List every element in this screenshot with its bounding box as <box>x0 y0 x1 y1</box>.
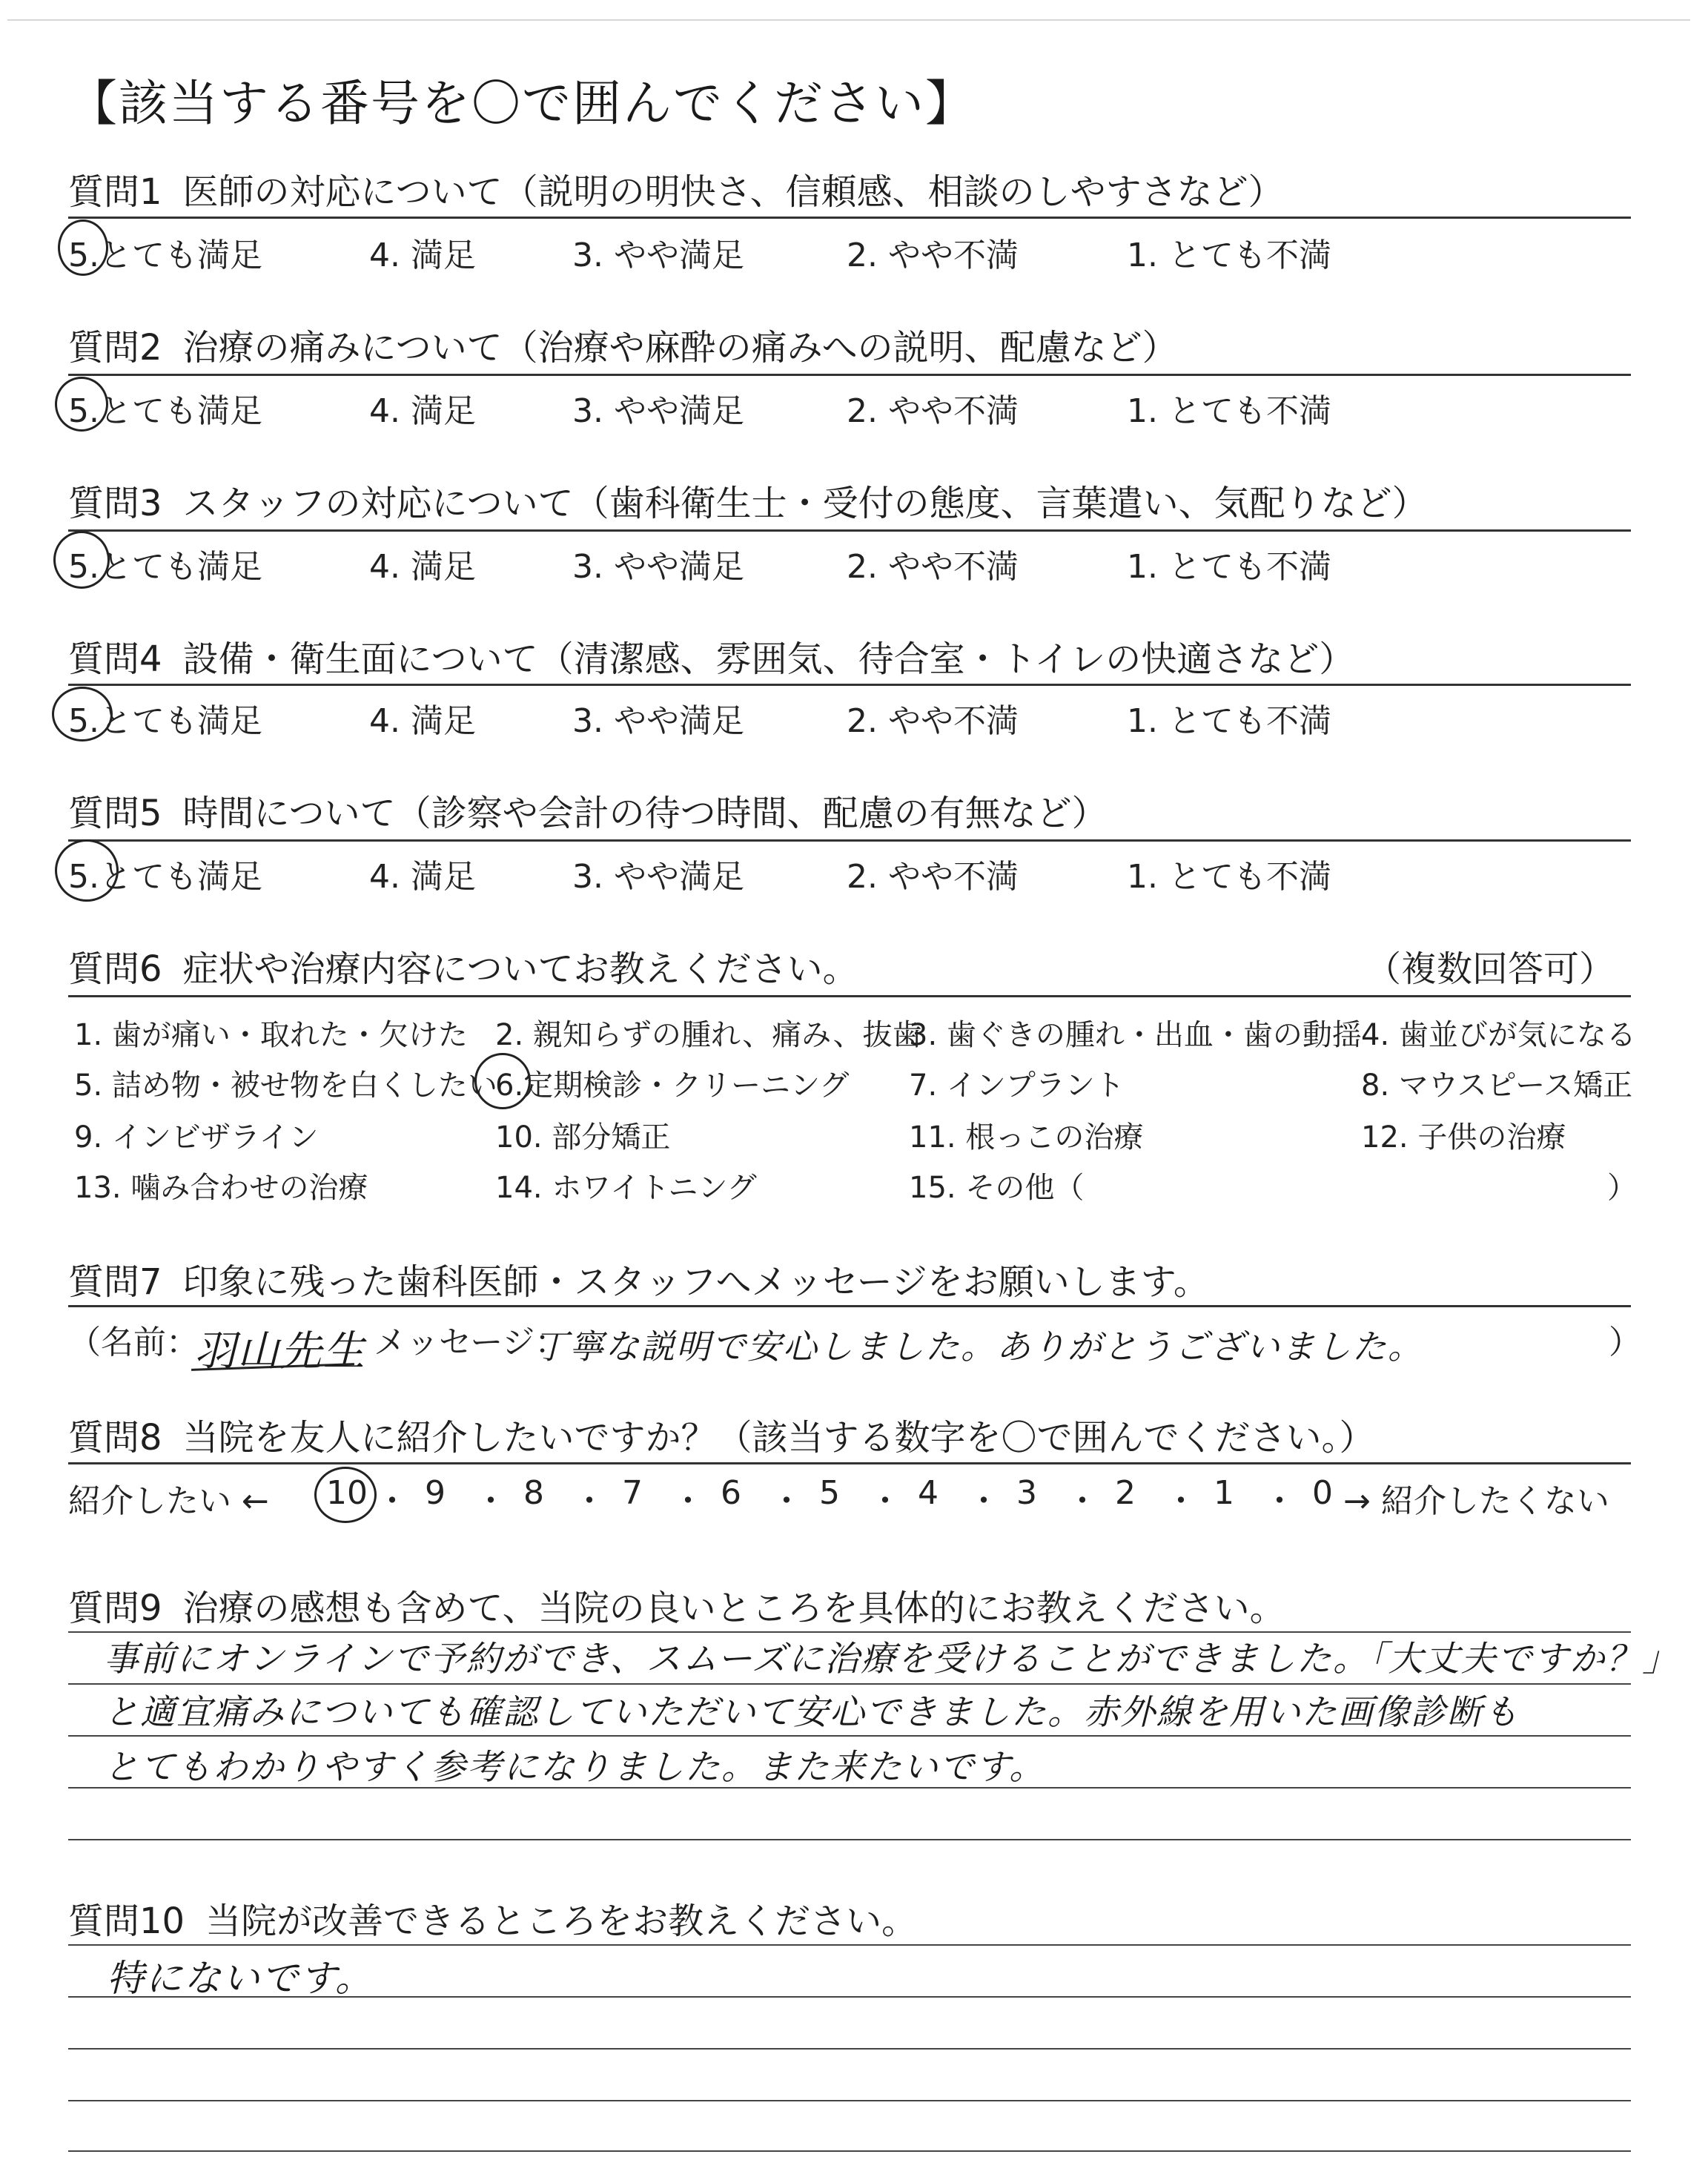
question-10-number: 質問10 <box>68 1900 185 1942</box>
q2-option-3[interactable]: 3. やや満足 <box>572 392 744 430</box>
q7-name-label: （名前： <box>68 1324 199 1361</box>
scale-value-6[interactable]: 6 <box>721 1474 741 1512</box>
scale-separator: ・ <box>573 1482 606 1520</box>
scale-separator: ・ <box>770 1482 803 1520</box>
q1-option-3[interactable]: 3. やや満足 <box>572 237 744 274</box>
q6-option-15[interactable]: 15. その他（ <box>909 1171 1085 1205</box>
q9-answer-line-1: 事前にオンラインで予約ができ、スムーズに治療を受けることができました。「大丈夫ですか？」 <box>104 1639 1679 1680</box>
question-9 <box>68 1579 1285 1631</box>
question-8-rule <box>68 1462 1631 1464</box>
question-3-number: 質問3 <box>68 483 162 524</box>
q8-right-label: → 紹介したくない <box>1343 1482 1609 1520</box>
scale-value-2[interactable]: 2 <box>1115 1474 1136 1512</box>
q3-option-3[interactable]: 3. やや満足 <box>572 548 744 586</box>
q6-option-2[interactable]: 2. 親知らずの腫れ、痛み、抜歯 <box>495 1018 922 1052</box>
q10-line-4 <box>68 2100 1631 2101</box>
question-6-note: （複数回答可） <box>1366 948 1615 990</box>
q10-line-3 <box>68 2048 1631 2050</box>
question-5-rule <box>68 839 1631 842</box>
q7-name-handwritten: 羽山先生 <box>194 1327 366 1375</box>
question-7-rule <box>68 1305 1631 1307</box>
q9-answer-line-2: と適宜痛みについても確認していただいて安心できました。赤外線を用いた画像診断も <box>104 1692 1520 1733</box>
question-2-text: 治療の痛みについて（治療や麻酔の痛みへの説明、配慮など） <box>182 327 1178 369</box>
page-top-edge <box>7 19 1690 21</box>
q6-selected-circle <box>474 1053 531 1109</box>
q3-option-4[interactable]: 4. 満足 <box>369 548 476 586</box>
q7-close-paren: ） <box>1609 1324 1641 1361</box>
question-8 <box>68 1409 1375 1460</box>
question-6 <box>68 940 858 991</box>
scale-separator: ・ <box>672 1482 704 1520</box>
question-4 <box>68 630 1354 681</box>
q1-selected-circle <box>58 219 108 276</box>
q5-option-3[interactable]: 3. やや満足 <box>572 858 744 896</box>
question-3-rule <box>68 529 1631 532</box>
question-3 <box>68 475 1428 526</box>
question-5-text: 時間について（診察や会計の待つ時間、配慮の有無など） <box>182 793 1108 834</box>
scale-separator: ・ <box>1066 1482 1099 1520</box>
q5-option-1[interactable]: 1. とても不満 <box>1127 858 1331 896</box>
scale-separator: ・ <box>1165 1482 1197 1520</box>
question-4-number: 質問4 <box>68 638 162 680</box>
question-7 <box>68 1253 1209 1304</box>
q2-option-1[interactable]: 1. とても不満 <box>1127 392 1331 430</box>
q1-option-4[interactable]: 4. 満足 <box>369 237 476 274</box>
scale-separator: ・ <box>1263 1482 1296 1520</box>
q6-option-7[interactable]: 7. インプラント <box>909 1069 1125 1103</box>
question-6-rule <box>68 995 1631 997</box>
q4-option-3[interactable]: 3. やや満足 <box>572 702 744 740</box>
q1-option-1[interactable]: 1. とても不満 <box>1127 237 1331 274</box>
q7-message-handwritten: 丁寧な説明で安心しました。ありがとうございました。 <box>534 1327 1423 1367</box>
q6-option-6[interactable]: 6.定期検診・クリーニング <box>495 1069 850 1103</box>
q9-answer-line-3: とてもわかりやすく参考になりました。また来たいです。 <box>104 1747 1046 1788</box>
q6-option-8[interactable]: 8. マウスピース矯正 <box>1361 1069 1633 1103</box>
question-4-rule <box>68 684 1631 686</box>
q3-selected-circle <box>53 531 110 589</box>
scale-value-0[interactable]: 0 <box>1312 1474 1333 1512</box>
scale-value-1[interactable]: 1 <box>1214 1474 1234 1512</box>
q5-option-2[interactable]: 2. やや不満 <box>847 858 1019 896</box>
scale-separator: ・ <box>967 1482 1000 1520</box>
q9-line-3 <box>68 1735 1631 1737</box>
q2-option-4[interactable]: 4. 満足 <box>369 392 476 430</box>
question-2-number: 質問2 <box>68 327 162 369</box>
scale-value-5[interactable]: 5 <box>819 1474 840 1512</box>
question-6-number: 質問6 <box>68 948 162 990</box>
q8-selected-circle <box>314 1467 377 1523</box>
question-4-text: 設備・衛生面について（清潔感、雰囲気、待合室・トイレの快適さなど） <box>182 638 1355 680</box>
q3-option-5[interactable]: 5.とても満足 <box>68 548 262 586</box>
question-7-number: 質問7 <box>68 1261 162 1303</box>
q1-option-2[interactable]: 2. やや不満 <box>847 237 1019 274</box>
question-9-text: 治療の感想も含めて、当院の良いところを具体的にお教えください。 <box>182 1588 1285 1629</box>
scale-value-7[interactable]: 7 <box>622 1474 643 1512</box>
q6-option-4[interactable]: 4. 歯並びが気になる <box>1361 1018 1636 1052</box>
scale-value-9[interactable]: 9 <box>425 1474 446 1512</box>
q3-option-2[interactable]: 2. やや不満 <box>847 548 1019 586</box>
q3-option-1[interactable]: 1. とても不満 <box>1127 548 1331 586</box>
question-9-number: 質問9 <box>68 1588 162 1629</box>
form-header: 【該当する番号を〇で囲んでください】 <box>68 75 976 132</box>
scale-separator: ・ <box>474 1482 507 1520</box>
q8-scale <box>326 1474 1333 1520</box>
q2-option-5[interactable]: 5.とても満足 <box>68 392 262 430</box>
q10-answer-line-1: 特にないです。 <box>107 1957 374 2000</box>
question-6-text: 症状や治療内容についてお教えください。 <box>182 948 858 990</box>
q10-line-5 <box>68 2150 1631 2152</box>
question-2 <box>68 319 1178 370</box>
q1-option-5[interactable]: 5.とても満足 <box>68 237 262 274</box>
q8-left-label: 紹介したい ← <box>68 1482 269 1520</box>
q4-option-5[interactable]: 5.とても満足 <box>68 702 262 740</box>
scale-value-8[interactable]: 8 <box>523 1474 544 1512</box>
q7-message-label: メッセージ： <box>374 1324 568 1361</box>
q6-option-9[interactable]: 9. インビザライン <box>74 1120 319 1155</box>
question-1-rule <box>68 217 1631 219</box>
question-5-number: 質問5 <box>68 793 162 834</box>
question-10 <box>68 1892 917 1943</box>
q6-option-10[interactable]: 10. 部分矯正 <box>495 1120 671 1155</box>
question-1-number: 質問1 <box>68 171 162 213</box>
q6-option-3[interactable]: 3. 歯ぐきの腫れ・出血・歯の動揺 <box>909 1018 1362 1052</box>
question-8-text: 当院を友人に紹介したいですか？（該当する数字を〇で囲んでください。） <box>182 1417 1375 1459</box>
q6-option-5[interactable]: 5. 詰め物・被せ物を白くしたい <box>74 1069 497 1103</box>
q2-selected-circle <box>55 377 108 432</box>
scale-separator: ・ <box>869 1482 901 1520</box>
question-10-text: 当院が改善できるところをお教えください。 <box>205 1900 918 1942</box>
q5-option-4[interactable]: 4. 満足 <box>369 858 476 896</box>
q4-option-1[interactable]: 1. とても不満 <box>1127 702 1331 740</box>
question-1 <box>68 163 1284 214</box>
question-8-number: 質問8 <box>68 1417 162 1459</box>
question-2-rule <box>68 374 1631 376</box>
question-1-text: 医師の対応について（説明の明快さ、信頼感、相談のしやすさなど） <box>182 171 1284 213</box>
question-3-text: スタッフの対応について（歯科衛生士・受付の態度、言葉遣い、気配りなど） <box>182 483 1428 524</box>
q6-option-1[interactable]: 1. 歯が痛い・取れた・欠けた <box>74 1018 468 1052</box>
question-5 <box>68 785 1108 836</box>
q4-selected-circle <box>52 687 113 742</box>
scale-separator: ・ <box>376 1482 408 1520</box>
q9-line-5 <box>68 1839 1631 1840</box>
scale-value-4[interactable]: 4 <box>918 1474 939 1512</box>
q4-option-2[interactable]: 2. やや不満 <box>847 702 1019 740</box>
q6-option-12[interactable]: 12. 子供の治療 <box>1361 1120 1566 1155</box>
question-7-text: 印象に残った歯科医師・スタッフへメッセージをお願いします。 <box>182 1261 1209 1303</box>
q10-line-1 <box>68 1944 1631 1946</box>
q6-option-14[interactable]: 14. ホワイトニング <box>495 1171 757 1205</box>
scale-value-3[interactable]: 3 <box>1016 1474 1037 1512</box>
q2-option-2[interactable]: 2. やや不満 <box>847 392 1019 430</box>
q6-option-15-close: ） <box>1607 1171 1637 1205</box>
q6-option-13[interactable]: 13. 噛み合わせの治療 <box>74 1171 368 1205</box>
scale-value-10[interactable]: 10 <box>326 1474 368 1512</box>
q6-option-11[interactable]: 11. 根っこの治療 <box>909 1120 1144 1155</box>
q5-option-5[interactable]: 5.とても満足 <box>68 858 262 896</box>
q5-selected-circle <box>55 839 119 902</box>
q4-option-4[interactable]: 4. 満足 <box>369 702 476 740</box>
